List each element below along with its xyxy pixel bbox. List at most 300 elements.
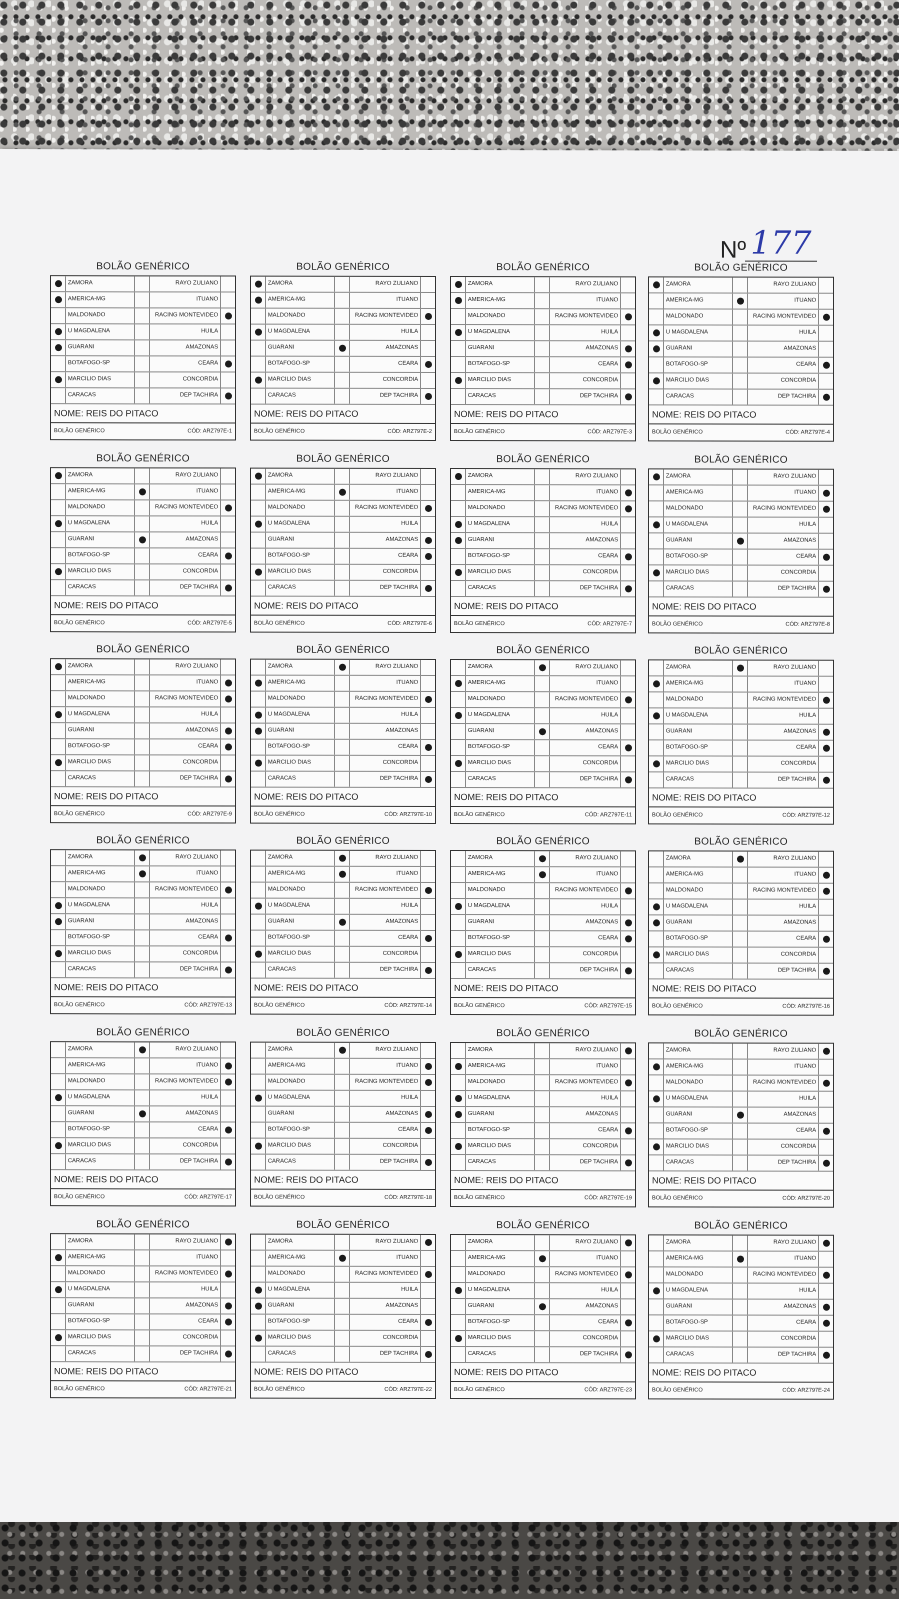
pick-dot-icon	[653, 569, 660, 576]
bet-card	[250, 1219, 436, 1393]
home-win-mark	[649, 1251, 664, 1266]
draw-mark	[535, 867, 550, 882]
game-row	[451, 1059, 635, 1075]
away-team: HUILA	[748, 900, 819, 915]
draw-mark	[135, 516, 150, 531]
away-team: CONCORDIA	[748, 948, 819, 963]
pick-dot-icon	[625, 361, 632, 368]
game-row	[251, 1235, 435, 1251]
pick-dot-icon	[425, 361, 432, 368]
draw-mark	[733, 1156, 748, 1171]
home-win-mark	[649, 851, 664, 866]
pick-dot-icon	[425, 1127, 432, 1134]
game-row	[51, 292, 235, 308]
home-win-mark	[51, 356, 66, 371]
away-win-mark	[421, 1043, 435, 1058]
home-team: U MAGDALENA	[266, 899, 335, 914]
pick-dot-icon	[455, 537, 462, 544]
home-win-mark	[451, 1155, 466, 1170]
draw-mark	[335, 1251, 350, 1266]
away-win-mark	[221, 724, 235, 739]
pick-dot-icon	[425, 1351, 432, 1358]
pick-dot-icon	[255, 760, 262, 767]
draw-mark	[135, 356, 150, 371]
draw-mark	[733, 1044, 748, 1059]
away-win-mark	[221, 277, 235, 292]
player-name: NOME: REIS DO PITACO	[649, 597, 833, 616]
game-row	[451, 947, 635, 963]
away-win-mark	[221, 1235, 235, 1250]
pick-dot-icon	[455, 1143, 462, 1150]
home-team: MARCILIO DIAS	[66, 946, 135, 961]
pick-dot-icon	[339, 1047, 346, 1054]
player-name: NOME: REIS DO PITACO	[451, 597, 635, 616]
away-team: AMAZONAS	[150, 340, 221, 355]
card-code: CÓD: ARZ797E-13	[184, 1002, 232, 1009]
bet-card	[250, 261, 436, 435]
away-team: DEP TACHIRA	[748, 773, 819, 788]
game-row	[251, 1347, 435, 1363]
draw-mark	[135, 292, 150, 307]
player-name: NOME: REIS DO PITACO	[51, 978, 235, 997]
home-win-mark	[51, 292, 66, 307]
card-code: CÓD: ARZ797E-11	[584, 812, 632, 819]
away-team: RAYO ZULIANO	[150, 850, 221, 865]
pick-dot-icon	[539, 664, 546, 671]
home-win-mark	[451, 309, 466, 324]
home-team: GUARANI	[66, 914, 135, 929]
home-team: U MAGDALENA	[66, 707, 135, 722]
draw-mark	[733, 1060, 748, 1075]
away-team: HUILA	[350, 1283, 421, 1298]
card-footer	[51, 1189, 235, 1205]
away-team: RAYO ZULIANO	[350, 277, 421, 292]
home-win-mark	[251, 357, 266, 372]
away-team: CEARA	[150, 548, 221, 563]
home-win-mark	[51, 866, 66, 881]
pick-dot-icon	[823, 697, 830, 704]
game-row	[51, 516, 235, 532]
home-win-mark	[251, 915, 266, 930]
home-team: CARACAS	[664, 1347, 733, 1362]
home-team: BOTAFOGO-SP	[66, 548, 135, 563]
draw-mark	[135, 1250, 150, 1265]
pick-dot-icon	[653, 377, 660, 384]
away-win-mark	[621, 565, 635, 580]
home-team: ZAMORA	[66, 276, 135, 291]
home-team: GUARANI	[466, 724, 535, 739]
home-win-mark	[649, 1235, 664, 1250]
game-row	[251, 899, 435, 915]
draw-mark	[535, 1059, 550, 1074]
home-win-mark	[451, 1347, 466, 1362]
game-row	[649, 883, 833, 899]
draw-mark	[733, 390, 748, 405]
game-row	[51, 930, 235, 946]
card-code: CÓD: ARZ797E-14	[384, 1002, 432, 1009]
home-team: MALDONADO	[66, 691, 135, 706]
home-team: ZAMORA	[466, 851, 535, 866]
away-team: RACING MONTEVIDEO	[748, 693, 819, 708]
game-row	[649, 1075, 833, 1091]
card-footer	[649, 616, 833, 632]
away-win-mark	[221, 772, 235, 787]
game-row	[451, 293, 635, 309]
pick-dot-icon	[225, 887, 232, 894]
card-footer	[251, 1382, 435, 1398]
away-team: HUILA	[748, 1092, 819, 1107]
bet-card	[450, 836, 636, 1010]
pick-dot-icon	[625, 776, 632, 783]
away-win-mark	[421, 1283, 435, 1298]
home-team: ZAMORA	[664, 660, 733, 675]
home-win-mark	[649, 1043, 664, 1058]
home-team: MARCILIO DIAS	[664, 1331, 733, 1346]
away-win-mark	[819, 757, 833, 772]
card-code: CÓD: ARZ797E-6	[387, 620, 432, 627]
home-win-mark	[649, 1283, 664, 1298]
draw-mark	[535, 277, 550, 292]
draw-mark	[733, 326, 748, 341]
home-win-mark	[451, 724, 466, 739]
pick-dot-icon	[823, 745, 830, 752]
away-team: CEARA	[350, 740, 421, 755]
away-win-mark	[621, 1235, 635, 1250]
home-team: CARACAS	[266, 1347, 335, 1362]
home-team: U MAGDALENA	[664, 517, 733, 532]
bet-card	[50, 1219, 236, 1393]
draw-mark	[535, 963, 550, 978]
home-team: AMERICA-MG	[266, 293, 335, 308]
home-team: U MAGDALENA	[466, 708, 535, 723]
home-win-mark	[649, 1315, 664, 1330]
draw-mark	[335, 341, 350, 356]
away-win-mark	[421, 1331, 435, 1346]
draw-mark	[733, 1348, 748, 1363]
draw-mark	[335, 1043, 350, 1058]
away-win-mark	[421, 1315, 435, 1330]
draw-mark	[535, 357, 550, 372]
draw-mark	[335, 692, 350, 707]
game-row	[649, 1155, 833, 1171]
game-row	[51, 1042, 235, 1058]
card-footer	[251, 1190, 435, 1206]
home-win-mark	[251, 883, 266, 898]
home-team: CARACAS	[466, 581, 535, 596]
away-win-mark	[421, 708, 435, 723]
away-team: CEARA	[550, 1123, 621, 1138]
card-table	[50, 275, 236, 440]
game-row	[251, 1331, 435, 1347]
draw-mark	[535, 469, 550, 484]
pick-dot-icon	[653, 951, 660, 958]
home-team: MARCILIO DIAS	[664, 947, 733, 962]
home-win-mark	[251, 1235, 266, 1250]
draw-mark	[335, 565, 350, 580]
draw-mark	[335, 517, 350, 532]
home-team: BOTAFOGO-SP	[66, 930, 135, 945]
home-team: ZAMORA	[66, 1234, 135, 1249]
away-team: RAYO ZULIANO	[350, 660, 421, 675]
home-win-mark	[51, 707, 66, 722]
draw-mark	[733, 310, 748, 325]
away-win-mark	[421, 963, 435, 978]
pick-dot-icon	[225, 361, 232, 368]
away-win-mark	[221, 341, 235, 356]
home-team: BOTAFOGO-SP	[664, 357, 733, 372]
game-row	[51, 580, 235, 596]
away-team: DEP TACHIRA	[150, 580, 221, 595]
game-row	[251, 1283, 435, 1299]
away-win-mark	[621, 277, 635, 292]
away-win-mark	[621, 1155, 635, 1170]
away-team: ITUANO	[350, 867, 421, 882]
home-win-mark	[251, 293, 266, 308]
away-team: RAYO ZULIANO	[748, 1236, 819, 1251]
pick-dot-icon	[823, 490, 830, 497]
pick-dot-icon	[425, 1079, 432, 1086]
home-win-mark	[451, 389, 466, 404]
home-team: AMERICA-MG	[664, 676, 733, 691]
home-team: MALDONADO	[466, 501, 535, 516]
pick-dot-icon	[255, 569, 262, 576]
pick-dot-icon	[425, 553, 432, 560]
home-win-mark	[251, 1299, 266, 1314]
draw-mark	[535, 533, 550, 548]
away-team: RAYO ZULIANO	[350, 1235, 421, 1250]
home-team: BOTAFOGO-SP	[664, 1123, 733, 1138]
footer-brand: BOLÃO GENÉRICO	[254, 1002, 305, 1009]
away-team: RAYO ZULIANO	[748, 661, 819, 676]
game-row	[51, 898, 235, 914]
draw-mark	[135, 1090, 150, 1105]
away-team: RAYO ZULIANO	[150, 659, 221, 674]
game-row	[649, 533, 833, 549]
away-win-mark	[819, 326, 833, 341]
draw-mark	[535, 772, 550, 787]
away-team: ITUANO	[748, 1060, 819, 1075]
home-win-mark	[649, 724, 664, 739]
home-win-mark	[251, 485, 266, 500]
draw-mark	[135, 324, 150, 339]
home-team: CARACAS	[266, 772, 335, 787]
away-team: ITUANO	[748, 868, 819, 883]
card-title: BOLÃO GENÉRICO	[496, 454, 590, 466]
away-win-mark	[819, 852, 833, 867]
game-row	[451, 931, 635, 947]
away-win-mark	[221, 1107, 235, 1122]
pick-dot-icon	[737, 538, 744, 545]
home-team: BOTAFOGO-SP	[66, 739, 135, 754]
home-team: MALDONADO	[466, 1267, 535, 1282]
pick-dot-icon	[225, 728, 232, 735]
away-team: DEP TACHIRA	[350, 772, 421, 787]
away-team: ITUANO	[350, 676, 421, 691]
pick-dot-icon	[425, 1111, 432, 1118]
draw-mark	[535, 851, 550, 866]
game-row	[649, 325, 833, 341]
game-row	[451, 851, 635, 867]
away-win-mark	[819, 390, 833, 405]
home-team: MALDONADO	[266, 692, 335, 707]
pick-dot-icon	[255, 1095, 262, 1102]
away-win-mark	[221, 1123, 235, 1138]
card-table	[648, 1234, 834, 1399]
away-win-mark	[221, 1283, 235, 1298]
home-win-mark	[451, 1059, 466, 1074]
pick-dot-icon	[455, 473, 462, 480]
draw-mark	[733, 486, 748, 501]
game-row	[51, 548, 235, 564]
home-team: CARACAS	[66, 962, 135, 977]
away-win-mark	[421, 915, 435, 930]
away-win-mark	[221, 1043, 235, 1058]
home-win-mark	[251, 565, 266, 580]
game-row	[649, 867, 833, 883]
game-row	[451, 501, 635, 517]
draw-mark	[733, 868, 748, 883]
home-win-mark	[51, 898, 66, 913]
home-win-mark	[251, 963, 266, 978]
draw-mark	[135, 372, 150, 387]
draw-mark	[335, 1075, 350, 1090]
away-team: DEP TACHIRA	[748, 1348, 819, 1363]
card-footer	[451, 1382, 635, 1398]
pick-dot-icon	[625, 1239, 632, 1246]
home-team: U MAGDALENA	[466, 517, 535, 532]
away-team: DEP TACHIRA	[350, 1347, 421, 1362]
player-name: NOME: REIS DO PITACO	[51, 1170, 235, 1189]
card-title: BOLÃO GENÉRICO	[694, 262, 788, 274]
granite-surface-bottom	[0, 1522, 899, 1599]
away-team: ITUANO	[550, 676, 621, 691]
away-win-mark	[221, 756, 235, 771]
away-win-mark	[221, 1139, 235, 1154]
game-row	[51, 739, 235, 755]
away-team: CEARA	[150, 1314, 221, 1329]
game-row	[451, 357, 635, 373]
home-win-mark	[251, 740, 266, 755]
pick-dot-icon	[455, 1335, 462, 1342]
pick-dot-icon	[55, 759, 62, 766]
draw-mark	[335, 549, 350, 564]
game-row	[251, 1299, 435, 1315]
draw-mark	[535, 549, 550, 564]
card-title: BOLÃO GENÉRICO	[496, 262, 590, 274]
away-win-mark	[421, 357, 435, 372]
away-team: AMAZONAS	[550, 341, 621, 356]
home-team: GUARANI	[466, 915, 535, 930]
pick-dot-icon	[55, 1286, 62, 1293]
away-win-mark	[819, 773, 833, 788]
away-win-mark	[621, 740, 635, 755]
home-team: BOTAFOGO-SP	[466, 549, 535, 564]
home-team: ZAMORA	[266, 660, 335, 675]
game-row	[251, 851, 435, 867]
home-team: MARCILIO DIAS	[266, 756, 335, 771]
pick-dot-icon	[625, 887, 632, 894]
home-win-mark	[451, 1299, 466, 1314]
pick-dot-icon	[455, 569, 462, 576]
away-team: AMAZONAS	[748, 1108, 819, 1123]
pick-dot-icon	[225, 313, 232, 320]
away-team: DEP TACHIRA	[150, 1154, 221, 1169]
away-win-mark	[221, 517, 235, 532]
away-team: ITUANO	[150, 484, 221, 499]
home-win-mark	[649, 915, 664, 930]
card-title: BOLÃO GENÉRICO	[496, 1028, 590, 1040]
draw-mark	[135, 1282, 150, 1297]
card-footer	[649, 807, 833, 823]
away-team: AMAZONAS	[150, 1298, 221, 1313]
home-win-mark	[649, 676, 664, 691]
home-team: U MAGDALENA	[664, 1091, 733, 1106]
away-team: CEARA	[748, 1124, 819, 1139]
away-win-mark	[621, 469, 635, 484]
home-team: BOTAFOGO-SP	[266, 357, 335, 372]
home-team: AMERICA-MG	[664, 867, 733, 882]
away-win-mark	[621, 517, 635, 532]
game-row	[51, 1330, 235, 1346]
away-team: RACING MONTEVIDEO	[748, 884, 819, 899]
away-team: CONCORDIA	[150, 755, 221, 770]
home-win-mark	[649, 772, 664, 787]
away-team: DEP TACHIRA	[550, 1155, 621, 1170]
player-name: NOME: REIS DO PITACO	[51, 404, 235, 423]
pick-dot-icon	[625, 553, 632, 560]
home-win-mark	[649, 517, 664, 532]
draw-mark	[335, 724, 350, 739]
away-team: RAYO ZULIANO	[748, 1044, 819, 1059]
home-team: CARACAS	[266, 581, 335, 596]
away-team: CEARA	[748, 932, 819, 947]
away-team: ITUANO	[150, 675, 221, 690]
pick-dot-icon	[55, 344, 62, 351]
away-win-mark	[621, 963, 635, 978]
pick-dot-icon	[225, 776, 232, 783]
draw-mark	[335, 1235, 350, 1250]
home-team: U MAGDALENA	[66, 1090, 135, 1105]
draw-mark	[535, 899, 550, 914]
away-team: CEARA	[150, 356, 221, 371]
pick-dot-icon	[425, 776, 432, 783]
pick-dot-icon	[653, 329, 660, 336]
away-team: RAYO ZULIANO	[550, 1043, 621, 1058]
card-title: BOLÃO GENÉRICO	[694, 1028, 788, 1040]
game-row	[451, 309, 635, 325]
game-row	[51, 1346, 235, 1362]
pick-dot-icon	[339, 855, 346, 862]
away-win-mark	[819, 677, 833, 692]
game-row	[649, 772, 833, 788]
away-team: ITUANO	[350, 1059, 421, 1074]
away-win-mark	[421, 325, 435, 340]
pick-dot-icon	[55, 918, 62, 925]
card-code: CÓD: ARZ797E-9	[187, 811, 232, 818]
home-team: BOTAFOGO-SP	[266, 740, 335, 755]
away-team: RAYO ZULIANO	[550, 469, 621, 484]
draw-mark	[535, 309, 550, 324]
pick-dot-icon	[425, 1271, 432, 1278]
draw-mark	[535, 1139, 550, 1154]
pick-dot-icon	[225, 1271, 232, 1278]
away-win-mark	[421, 277, 435, 292]
home-team: MARCILIO DIAS	[66, 755, 135, 770]
player-name: NOME: REIS DO PITACO	[251, 405, 435, 424]
away-team: ITUANO	[150, 866, 221, 881]
draw-mark	[535, 1283, 550, 1298]
card-code: CÓD: ARZ797E-12	[782, 812, 830, 819]
